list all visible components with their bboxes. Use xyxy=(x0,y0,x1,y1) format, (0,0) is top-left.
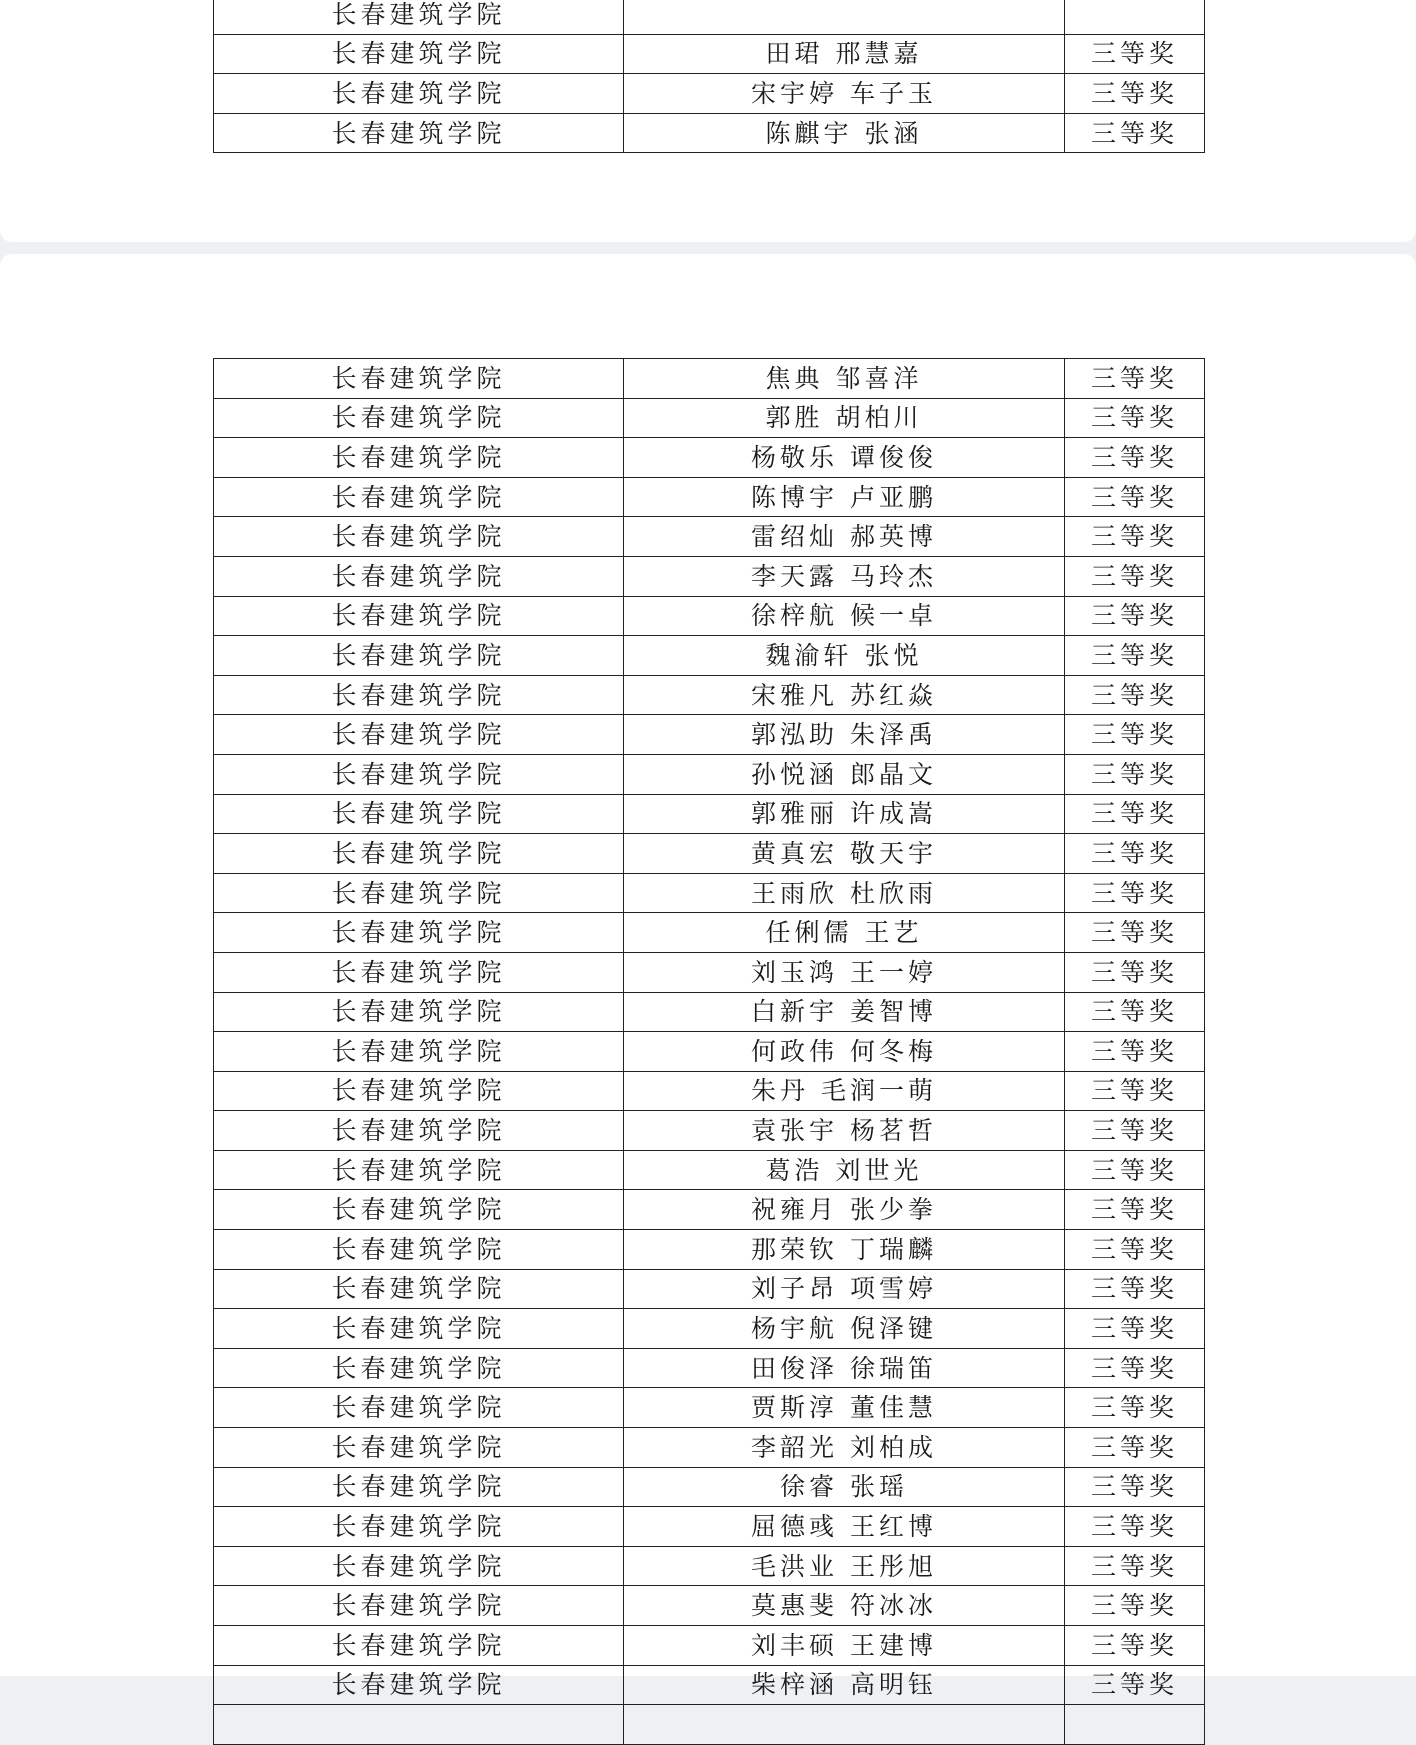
award-level-cell: 三等奖 xyxy=(1065,74,1205,114)
school-cell: 长春建筑学院 xyxy=(214,596,624,636)
school-cell: 长春建筑学院 xyxy=(214,1388,624,1428)
winner-names-cell: 朱丹 毛润一萌 xyxy=(624,1071,1065,1111)
table-row xyxy=(214,74,1205,114)
table-row xyxy=(214,1111,1205,1151)
winner-names-cell: 刘丰硕 王建博 xyxy=(624,1626,1065,1666)
winner-names-cell xyxy=(624,1705,1065,1745)
school-cell: 长春建筑学院 xyxy=(214,1269,624,1309)
table-row xyxy=(214,834,1205,874)
school-cell: 长春建筑学院 xyxy=(214,1111,624,1151)
award-level-cell: 三等奖 xyxy=(1065,1230,1205,1270)
winner-names-cell: 宋宇婷 车子玉 xyxy=(624,74,1065,114)
table-row xyxy=(214,0,1205,34)
table-row xyxy=(214,1348,1205,1388)
winner-names-cell: 孙悦涵 郎晶文 xyxy=(624,754,1065,794)
winner-names-cell: 李天露 马玲杰 xyxy=(624,556,1065,596)
winner-names-cell: 任俐儒 王艺 xyxy=(624,913,1065,953)
school-cell: 长春建筑学院 xyxy=(214,794,624,834)
award-level-cell: 三等奖 xyxy=(1065,1190,1205,1230)
school-cell: 长春建筑学院 xyxy=(214,834,624,874)
winner-names-cell: 郭雅丽 许成嵩 xyxy=(624,794,1065,834)
table-row xyxy=(214,1269,1205,1309)
school-cell: 长春建筑学院 xyxy=(214,636,624,676)
award-level-cell: 三等奖 xyxy=(1065,675,1205,715)
table-row xyxy=(214,873,1205,913)
winner-names-cell: 田珺 邢慧嘉 xyxy=(624,34,1065,74)
table-row xyxy=(214,913,1205,953)
award-level-cell: 三等奖 xyxy=(1065,34,1205,74)
winner-names-cell xyxy=(624,0,1065,34)
school-cell: 长春建筑学院 xyxy=(214,952,624,992)
award-level-cell: 三等奖 xyxy=(1065,1111,1205,1151)
school-cell: 长春建筑学院 xyxy=(214,1467,624,1507)
table-row xyxy=(214,1309,1205,1349)
winner-names-cell: 雷绍灿 郝英博 xyxy=(624,517,1065,557)
winner-names-cell: 陈博宇 卢亚鹏 xyxy=(624,477,1065,517)
winner-names-cell: 何政伟 何冬梅 xyxy=(624,1032,1065,1072)
winner-names-cell: 刘玉鸿 王一婷 xyxy=(624,952,1065,992)
award-level-cell: 三等奖 xyxy=(1065,1150,1205,1190)
winner-names-cell: 祝雍月 张少拳 xyxy=(624,1190,1065,1230)
table-row xyxy=(214,1705,1205,1745)
school-cell: 长春建筑学院 xyxy=(214,1309,624,1349)
winner-names-cell: 宋雅凡 苏红焱 xyxy=(624,675,1065,715)
winner-names-cell: 郭胜 胡柏川 xyxy=(624,398,1065,438)
table-row xyxy=(214,1507,1205,1547)
award-level-cell: 三等奖 xyxy=(1065,477,1205,517)
winner-names-cell: 黄真宏 敬天宇 xyxy=(624,834,1065,874)
winner-names-cell: 白新宇 姜智博 xyxy=(624,992,1065,1032)
school-cell: 长春建筑学院 xyxy=(214,1150,624,1190)
school-cell: 长春建筑学院 xyxy=(214,992,624,1032)
award-table-body xyxy=(214,359,1205,1745)
award-table-page-2 xyxy=(213,358,1205,1745)
award-level-cell: 三等奖 xyxy=(1065,1032,1205,1072)
award-level-cell: 三等奖 xyxy=(1065,873,1205,913)
award-level-cell: 三等奖 xyxy=(1065,1388,1205,1428)
table-row xyxy=(214,1230,1205,1270)
award-level-cell: 三等奖 xyxy=(1065,1467,1205,1507)
award-level-cell: 三等奖 xyxy=(1065,1428,1205,1468)
school-cell: 长春建筑学院 xyxy=(214,913,624,953)
school-cell: 长春建筑学院 xyxy=(214,0,624,34)
award-table-page-1 xyxy=(213,0,1205,153)
award-level-cell: 三等奖 xyxy=(1065,636,1205,676)
winner-names-cell: 袁张宇 杨茗哲 xyxy=(624,1111,1065,1151)
winner-names-cell: 刘子昂 项雪婷 xyxy=(624,1269,1065,1309)
school-cell: 长春建筑学院 xyxy=(214,74,624,114)
document-page-1 xyxy=(0,0,1416,242)
table-row xyxy=(214,1150,1205,1190)
award-level-cell: 三等奖 xyxy=(1065,1626,1205,1666)
winner-names-cell: 那荣钦 丁瑞麟 xyxy=(624,1230,1065,1270)
award-level-cell: 三等奖 xyxy=(1065,794,1205,834)
award-level-cell xyxy=(1065,0,1205,34)
winner-names-cell: 田俊泽 徐瑞笛 xyxy=(624,1348,1065,1388)
award-level-cell: 三等奖 xyxy=(1065,438,1205,478)
school-cell: 长春建筑学院 xyxy=(214,1586,624,1626)
school-cell: 长春建筑学院 xyxy=(214,754,624,794)
school-cell: 长春建筑学院 xyxy=(214,556,624,596)
award-level-cell xyxy=(1065,1705,1205,1745)
table-row xyxy=(214,952,1205,992)
award-level-cell: 三等奖 xyxy=(1065,1348,1205,1388)
table-row xyxy=(214,398,1205,438)
award-level-cell: 三等奖 xyxy=(1065,398,1205,438)
award-level-cell: 三等奖 xyxy=(1065,359,1205,399)
award-table-body xyxy=(214,0,1205,153)
school-cell: 长春建筑学院 xyxy=(214,1348,624,1388)
award-level-cell: 三等奖 xyxy=(1065,1269,1205,1309)
award-level-cell: 三等奖 xyxy=(1065,952,1205,992)
table-row xyxy=(214,34,1205,74)
winner-names-cell: 徐梓航 候一卓 xyxy=(624,596,1065,636)
winner-names-cell: 柴梓涵 高明钰 xyxy=(624,1665,1065,1705)
school-cell: 长春建筑学院 xyxy=(214,1428,624,1468)
table-row xyxy=(214,438,1205,478)
school-cell: 长春建筑学院 xyxy=(214,873,624,913)
table-row xyxy=(214,477,1205,517)
winner-names-cell: 屈德彧 王红博 xyxy=(624,1507,1065,1547)
school-cell: 长春建筑学院 xyxy=(214,34,624,74)
award-level-cell: 三等奖 xyxy=(1065,113,1205,153)
award-level-cell: 三等奖 xyxy=(1065,1546,1205,1586)
award-level-cell: 三等奖 xyxy=(1065,1309,1205,1349)
winner-names-cell: 毛洪业 王彤旭 xyxy=(624,1546,1065,1586)
winner-names-cell: 郭泓助 朱泽禹 xyxy=(624,715,1065,755)
table-row xyxy=(214,113,1205,153)
table-row xyxy=(214,1665,1205,1705)
table-row xyxy=(214,1032,1205,1072)
award-level-cell: 三等奖 xyxy=(1065,913,1205,953)
table-row xyxy=(214,1546,1205,1586)
school-cell xyxy=(214,1705,624,1745)
winner-names-cell: 杨敬乐 谭俊俊 xyxy=(624,438,1065,478)
table-row xyxy=(214,1071,1205,1111)
award-level-cell: 三等奖 xyxy=(1065,1071,1205,1111)
table-row xyxy=(214,636,1205,676)
award-level-cell: 三等奖 xyxy=(1065,1665,1205,1705)
table-row xyxy=(214,794,1205,834)
winner-names-cell: 徐睿 张瑶 xyxy=(624,1467,1065,1507)
school-cell: 长春建筑学院 xyxy=(214,438,624,478)
table-row xyxy=(214,1626,1205,1666)
school-cell: 长春建筑学院 xyxy=(214,113,624,153)
table-row xyxy=(214,596,1205,636)
table-row xyxy=(214,359,1205,399)
table-row xyxy=(214,992,1205,1032)
award-level-cell: 三等奖 xyxy=(1065,517,1205,557)
school-cell: 长春建筑学院 xyxy=(214,1546,624,1586)
table-row xyxy=(214,675,1205,715)
table-row xyxy=(214,715,1205,755)
document-page-2 xyxy=(0,254,1416,1700)
winner-names-cell: 杨宇航 倪泽键 xyxy=(624,1309,1065,1349)
school-cell: 长春建筑学院 xyxy=(214,1190,624,1230)
award-level-cell: 三等奖 xyxy=(1065,715,1205,755)
winner-names-cell: 李韶光 刘柏成 xyxy=(624,1428,1065,1468)
school-cell: 长春建筑学院 xyxy=(214,1230,624,1270)
table-row xyxy=(214,1388,1205,1428)
school-cell: 长春建筑学院 xyxy=(214,1626,624,1666)
school-cell: 长春建筑学院 xyxy=(214,1665,624,1705)
winner-names-cell: 王雨欣 杜欣雨 xyxy=(624,873,1065,913)
table-row xyxy=(214,1190,1205,1230)
school-cell: 长春建筑学院 xyxy=(214,517,624,557)
table-row xyxy=(214,1586,1205,1626)
school-cell: 长春建筑学院 xyxy=(214,1071,624,1111)
table-row xyxy=(214,1428,1205,1468)
winner-names-cell: 魏渝轩 张悦 xyxy=(624,636,1065,676)
school-cell: 长春建筑学院 xyxy=(214,477,624,517)
school-cell: 长春建筑学院 xyxy=(214,398,624,438)
award-level-cell: 三等奖 xyxy=(1065,1507,1205,1547)
award-level-cell: 三等奖 xyxy=(1065,556,1205,596)
winner-names-cell: 葛浩 刘世光 xyxy=(624,1150,1065,1190)
school-cell: 长春建筑学院 xyxy=(214,1507,624,1547)
winner-names-cell: 陈麒宇 张涵 xyxy=(624,113,1065,153)
award-level-cell: 三等奖 xyxy=(1065,596,1205,636)
winner-names-cell: 贾斯淳 董佳慧 xyxy=(624,1388,1065,1428)
school-cell: 长春建筑学院 xyxy=(214,1032,624,1072)
table-row xyxy=(214,1467,1205,1507)
school-cell: 长春建筑学院 xyxy=(214,359,624,399)
award-level-cell: 三等奖 xyxy=(1065,834,1205,874)
award-level-cell: 三等奖 xyxy=(1065,1586,1205,1626)
winner-names-cell: 莫惠斐 符冰冰 xyxy=(624,1586,1065,1626)
table-row xyxy=(214,754,1205,794)
school-cell: 长春建筑学院 xyxy=(214,675,624,715)
table-row xyxy=(214,556,1205,596)
school-cell: 长春建筑学院 xyxy=(214,715,624,755)
winner-names-cell: 焦典 邹喜洋 xyxy=(624,359,1065,399)
award-level-cell: 三等奖 xyxy=(1065,992,1205,1032)
table-row xyxy=(214,517,1205,557)
award-level-cell: 三等奖 xyxy=(1065,754,1205,794)
